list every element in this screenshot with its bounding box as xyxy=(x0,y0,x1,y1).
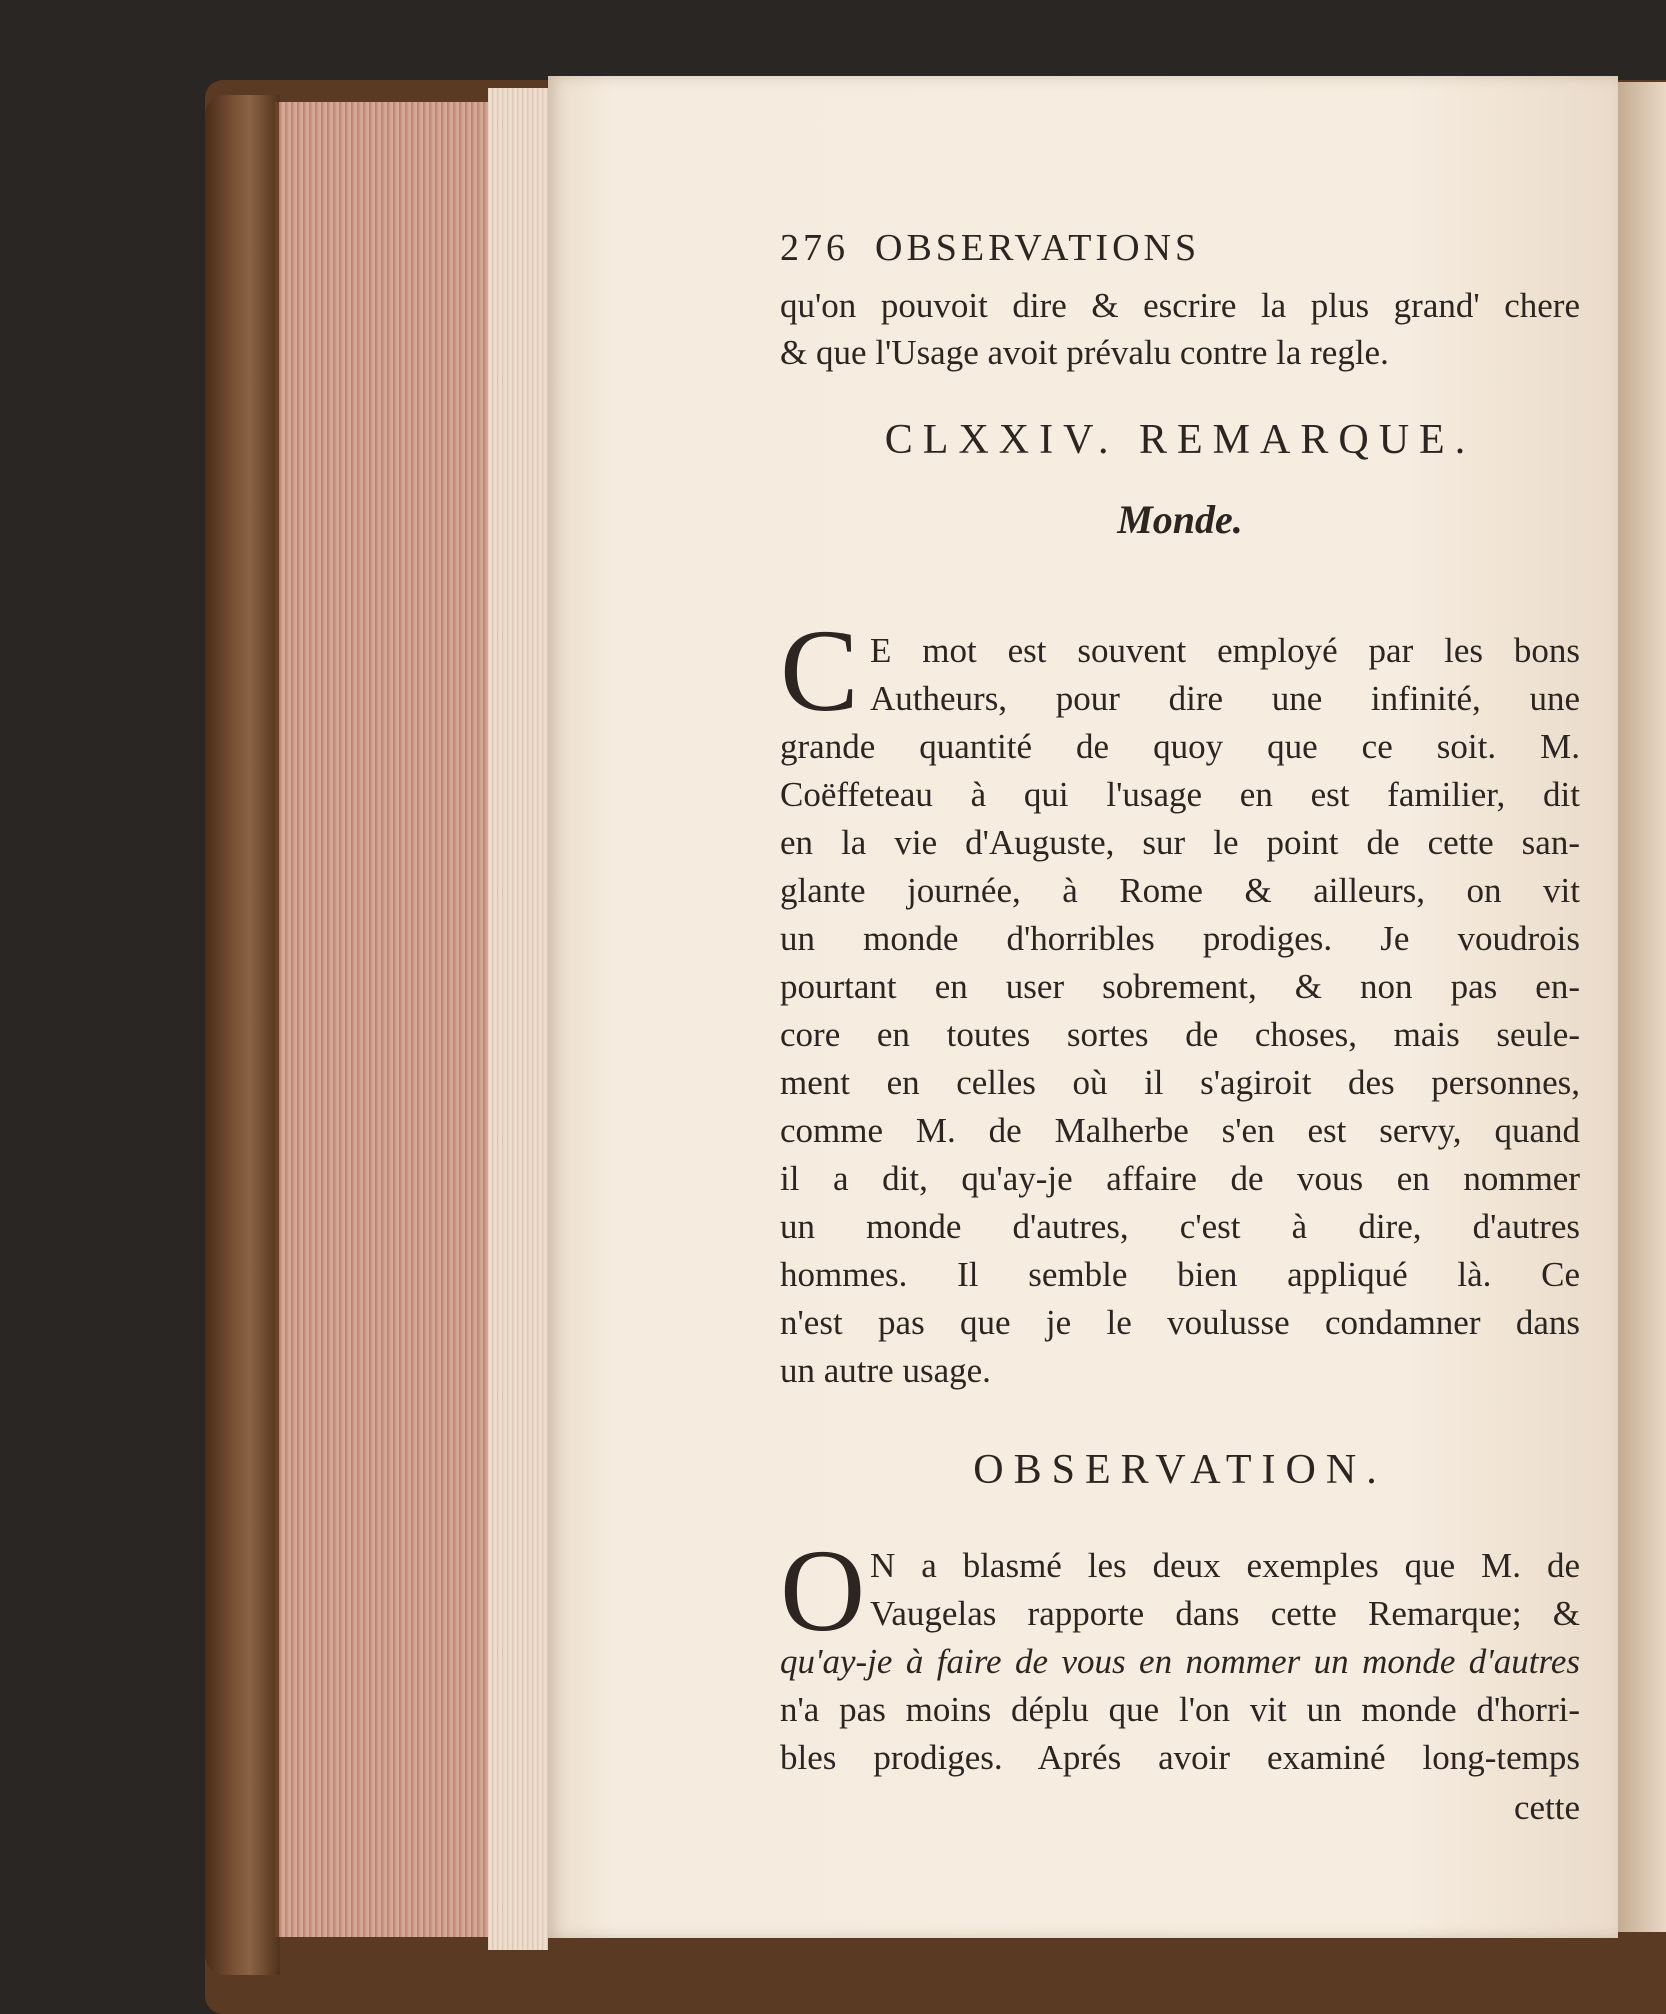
intro-line: & que l'Usage avoit prévalu contre la regle. xyxy=(780,333,1389,372)
catchword: cette xyxy=(1513,1788,1580,1827)
observation-line: bles prodiges. Aprés avoir examiné long-temps xyxy=(780,1738,1580,1777)
remarque-line: Autheurs, pour dire une infinité, une xyxy=(870,679,1580,718)
remarque-line: E mot est souvent employé par les bons xyxy=(870,631,1580,670)
remarque-line: Coëffeteau à qui l'usage en est familier, dit xyxy=(780,775,1580,814)
remarque-line: ment en celles où il s'agiroit des personnes, xyxy=(780,1063,1580,1102)
book-page xyxy=(548,76,1618,1938)
remarque-line: comme M. de Malherbe s'en est servy, quand xyxy=(780,1111,1580,1150)
remarque-heading: CLXXIV. REMARQUE. xyxy=(884,417,1476,463)
remarque-line: hommes. Il semble bien appliqué là. Ce xyxy=(780,1255,1580,1294)
observation-line: n'a pas moins déplu que l'on vit un monde d'horri- xyxy=(780,1690,1580,1729)
remarque-line: core en toutes sortes de choses, mais seule- xyxy=(780,1015,1580,1054)
running-title: OBSERVATIONS xyxy=(875,227,1201,269)
remarque-line: n'est pas que je le voulusse condamner dans xyxy=(780,1303,1580,1342)
drop-cap: C xyxy=(780,605,859,736)
page-edges xyxy=(275,102,524,1937)
observation-line: qu'ay-je à faire de vous en nommer un monde d'autres xyxy=(780,1642,1580,1681)
page-edges-inner xyxy=(488,88,548,1950)
page-number: 276 xyxy=(780,227,849,269)
remarque-line: un autre usage. xyxy=(780,1351,991,1390)
remarque-line: grande quantité de quoy que ce soit. M. xyxy=(780,727,1580,766)
observation-line: Vaugelas rapporte dans cette Remarque; & xyxy=(870,1594,1580,1633)
running-head xyxy=(780,226,1580,286)
remarque-line: un monde d'autres, c'est à dire, d'autres xyxy=(780,1207,1580,1246)
remarque-title: Monde. xyxy=(1117,497,1243,542)
remarque-line: glante journée, à Rome & ailleurs, on vit xyxy=(780,871,1580,910)
remarque-line: en la vie d'Auguste, sur le point de cette san- xyxy=(780,823,1580,862)
observation-line: N a blasmé les deux exemples que M. de xyxy=(870,1546,1580,1585)
remarque-line: un monde d'horribles prodiges. Je voudrois xyxy=(780,919,1580,958)
drop-cap: O xyxy=(780,1525,866,1656)
remarque-line: il a dit, qu'ay-je affaire de vous en nommer xyxy=(780,1159,1580,1198)
remarque-line: pourtant en user sobrement, & non pas en- xyxy=(780,967,1580,1006)
intro-line: qu'on pouvoit dire & escrire la plus grand' chere xyxy=(780,286,1580,325)
facing-page-edge xyxy=(1618,82,1666,1932)
book-spine xyxy=(205,95,280,1975)
observation-heading: OBSERVATION. xyxy=(973,1447,1387,1493)
